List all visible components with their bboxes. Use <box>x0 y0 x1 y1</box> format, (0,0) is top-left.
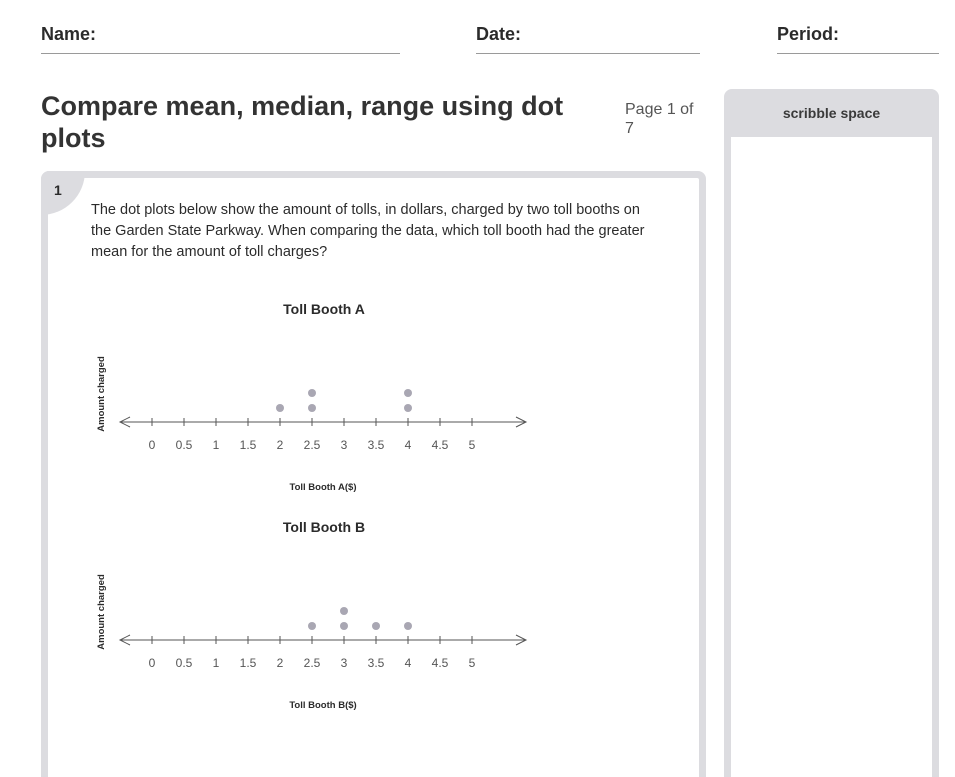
data-dot <box>404 622 412 630</box>
data-dot <box>340 622 348 630</box>
scribble-area[interactable] <box>731 137 932 777</box>
x-tick-label: 1 <box>212 438 220 452</box>
x-tick-label: 5 <box>468 438 476 452</box>
x-tick-label: 1.5 <box>239 438 257 452</box>
name-label: Name: <box>41 24 97 44</box>
data-dot <box>340 607 348 615</box>
x-tick-label: 0 <box>148 438 156 452</box>
x-tick-label: 4 <box>404 438 412 452</box>
x-axis-label: Toll Booth B($) <box>289 700 357 711</box>
x-tick-label: 0 <box>148 656 156 670</box>
x-tick-label: 1.5 <box>239 656 257 670</box>
chart-title: Toll Booth B <box>282 519 366 535</box>
date-label: Date: <box>476 24 522 44</box>
page-indicator: Page 1 of 7 <box>625 101 694 137</box>
scribble-label: scribble space <box>782 105 881 121</box>
data-dot <box>308 389 316 397</box>
period-label: Period: <box>777 24 840 44</box>
x-axis-label: Toll Booth A($) <box>289 482 357 493</box>
dot-plot-toll-booth-b <box>80 508 550 718</box>
x-tick-label: 3 <box>340 656 348 670</box>
y-axis-label: Amount charged <box>96 574 107 650</box>
x-tick-label: 2 <box>276 438 284 452</box>
data-dot <box>404 404 412 412</box>
dot-plot-toll-booth-a <box>80 290 550 500</box>
x-tick-label: 4 <box>404 656 412 670</box>
x-tick-label: 2.5 <box>303 438 321 452</box>
x-tick-label: 3.5 <box>367 438 385 452</box>
chart-title: Toll Booth A <box>283 301 365 317</box>
date-field[interactable] <box>476 24 700 54</box>
x-tick-label: 5 <box>468 656 476 670</box>
data-dot <box>308 404 316 412</box>
x-tick-label: 1 <box>212 656 220 670</box>
data-dot <box>308 622 316 630</box>
x-tick-label: 0.5 <box>175 438 193 452</box>
name-field[interactable] <box>41 24 400 54</box>
data-dot <box>404 389 412 397</box>
data-dot <box>276 404 284 412</box>
question-text: The dot plots below show the amount of tolls, in dollars, charged by two toll booths on the Garden State Parkway. When comparing the data, which toll booth had the greater mean for the amount of toll charges? <box>91 202 645 260</box>
data-dot <box>372 622 380 630</box>
x-tick-label: 2.5 <box>303 656 321 670</box>
x-tick-label: 3 <box>340 438 348 452</box>
scribble-panel <box>724 89 939 777</box>
x-tick-label: 3.5 <box>367 656 385 670</box>
x-tick-label: 4.5 <box>431 656 449 670</box>
y-axis-label: Amount charged <box>96 356 107 432</box>
x-tick-label: 2 <box>276 656 284 670</box>
worksheet-title: Compare mean, median, range using dot plots <box>41 91 564 153</box>
x-tick-label: 4.5 <box>431 438 449 452</box>
period-field[interactable] <box>777 24 939 54</box>
question-number: 1 <box>54 182 62 198</box>
x-tick-label: 0.5 <box>175 656 193 670</box>
